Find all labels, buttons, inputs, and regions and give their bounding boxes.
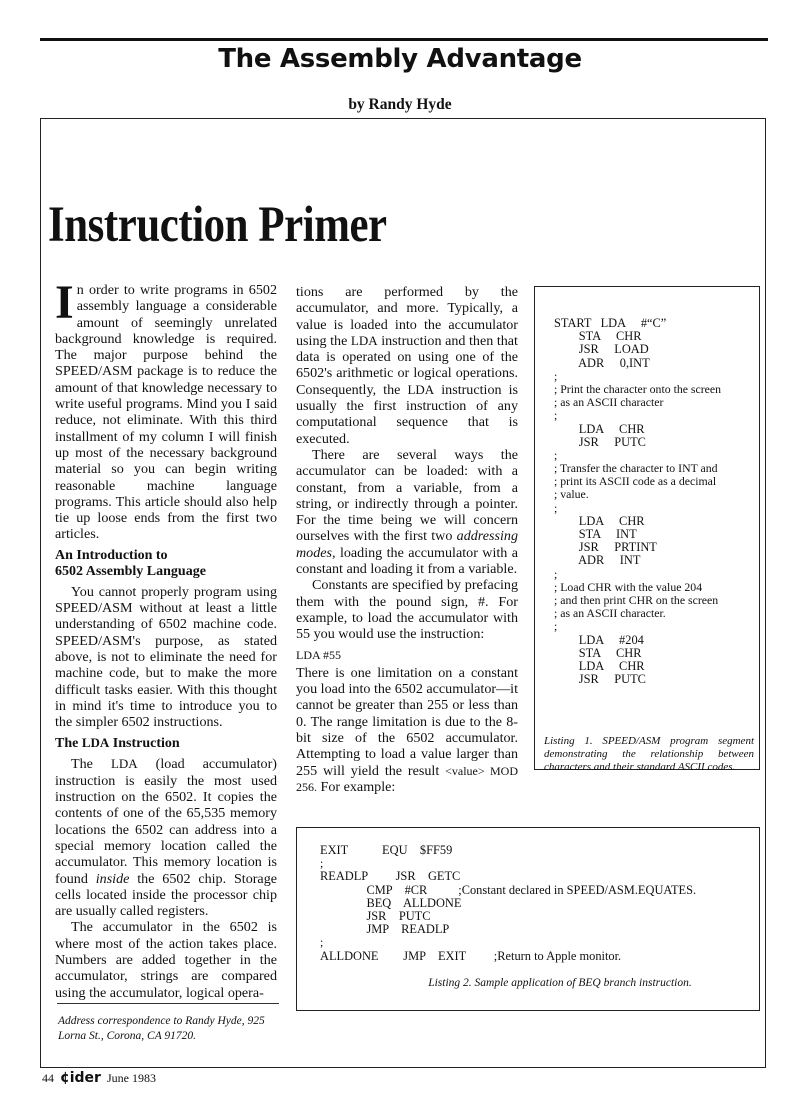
code-line: ; (554, 447, 558, 462)
code-line: JSR PUTC (554, 434, 646, 449)
paragraph (55, 276, 277, 543)
code-line: ; (320, 856, 324, 871)
code-line: ; and then print CHR on the screen (554, 592, 719, 607)
text-column-2 (296, 284, 518, 795)
heading-line: 6502 Assembly Language (55, 563, 206, 579)
paragraph (296, 665, 518, 795)
code-line: ; value. (554, 487, 589, 502)
author-address: Address correspondence to Randy Hyde, 925 Lorna St., Corona, CA 91720. (58, 1015, 265, 1042)
code-line: ADR 0,INT (554, 355, 650, 370)
listing-2-code (320, 844, 760, 963)
listing-1-caption: Listing 1. SPEED/ASM program segment demonstrating the relationship between characters and their standard ASCII codes. (544, 735, 754, 773)
section-heading (55, 735, 277, 752)
paragraph: Constants are specified by prefacing them with the pound sign, #. For example, to load the accumulator with 55 you would use the instruction: (296, 577, 518, 643)
paragraph: You cannot properly program using SPEED/ASM without at least a little understanding of 6502 machine code. SPEED/ASM's purpose, as stated above, is not to eliminate the need for machine code, but to make the more difficult tasks easier. With this thought in mind it's time to introduce you to the simpler 6502 instructions. (55, 583, 277, 731)
text-column-1 (55, 276, 277, 1001)
code-line: LDA CHR (554, 513, 645, 528)
code-line: LDA CHR (554, 421, 645, 436)
emphasis: inside (95, 870, 130, 887)
code-line: LDA #204 (554, 632, 644, 647)
code-term: LDA (407, 381, 435, 397)
code-line: ; (554, 619, 558, 634)
code-line: STA INT (554, 527, 637, 541)
paragraph-text: n order to write programs in 6502 assembly language a considerable amount of seemingly unrelated background knowledge is required. The major purpose behind the SPEED/ASM package is to reduce the amount of that knowledge necessary to write useful programs. Mind you I said reduce, not eliminate. With this third installment of my column I will finish up most of the necessary background material so you can begin writing reasonable machine language programs. This article should also help tie up loose ends from the first two articles. (55, 282, 277, 543)
page-footer (42, 1070, 156, 1086)
code-line: JMP READLP (320, 922, 450, 937)
text: loading the accumulator with a constant and loading it from a variable. (296, 544, 518, 578)
heading-text: The (55, 736, 79, 752)
inline-code: LDA #55 (296, 647, 341, 662)
code-line: ; as an ASCII character (554, 395, 664, 410)
heading-line: An Introduction to (55, 547, 168, 563)
text: instruction and then that data is operated on using one of the 6502's arithmetic or logical operations. Consequently, the (296, 332, 518, 398)
code-line: READLP JSR GETC (320, 869, 461, 884)
heading-code: LDA (81, 735, 110, 751)
text: There are several ways the accumulator can be loaded: with a constant, from a variable, from a string, or indirectly through a pointer. For the time being we will concern ourselves with the first two (296, 446, 518, 545)
code-line: ; (554, 368, 558, 383)
text: The (71, 756, 93, 773)
code-line: ; Load CHR with the value 204 (554, 579, 703, 594)
code-line: JSR PUTC (554, 672, 646, 687)
code-line: JSR PRTINT (554, 540, 657, 555)
paragraph (55, 756, 277, 919)
code-line: CMP #CR ;Constant declared in SPEED/ASM.EQUATES. (320, 882, 697, 897)
top-rule (40, 38, 768, 41)
code-line: BEQ ALLDONE (320, 895, 462, 910)
text: instruction is usually the first instruction of any computational sequence that is executed. (296, 381, 518, 447)
footnote-rule (57, 1003, 279, 1004)
code-line: STA CHR (554, 645, 642, 660)
text: For example: (320, 778, 396, 795)
code-line: ; Print the character onto the screen (554, 381, 722, 396)
code-line: ; (554, 500, 558, 515)
listing-1-code (554, 317, 754, 686)
code-line: ; Transfer the character to INT and (554, 461, 718, 476)
code-line: ADR INT (554, 553, 641, 568)
magazine-logo: ¢ider (60, 1070, 101, 1086)
paragraph: The accumulator in the 6502 is where most of the action takes place. Numbers are added together in the accumulator, strings are compared using the accumulator, logical opera- (55, 919, 277, 1001)
code-term: <value> MOD 256. (296, 763, 518, 794)
article-heading: Instruction Primer (48, 197, 387, 253)
emphasis: addressing modes, (296, 528, 518, 561)
code-line: STA CHR (554, 329, 642, 344)
section-heading (55, 548, 277, 580)
heading-text: Instruction (112, 736, 180, 752)
code-line: ; as an ASCII character. (554, 606, 666, 621)
byline: by Randy Hyde (348, 96, 452, 113)
paragraph (296, 284, 518, 447)
code-line: ALLDONE JMP EXIT ;Return to Apple monitor. (320, 948, 622, 963)
paragraph (296, 447, 518, 577)
drop-cap: I (55, 276, 74, 329)
column-title: The Assembly Advantage (218, 44, 582, 74)
listing-2-caption: Listing 2. Sample application of BEQ branch instruction. (428, 977, 692, 989)
text: tions are performed by the accumulator, and more. Typically, a value is loaded into the accumulator using the (296, 284, 518, 349)
code-line: ; print its ASCII code as a decimal (554, 474, 717, 489)
code-term: LDA (110, 756, 138, 772)
code-line: LDA CHR (554, 658, 645, 673)
code-line: JSR PUTC (320, 908, 431, 923)
issue-date: June 1983 (106, 1071, 156, 1085)
code-line: ; (554, 566, 558, 581)
code-line: START LDA #“C” (554, 316, 667, 330)
code-line: ; (320, 935, 324, 950)
page-number: 44 (42, 1071, 54, 1085)
text: the 6502 chip. Storage cells located inside the processor chip are usually called registers. (55, 870, 277, 920)
code-line: JSR LOAD (554, 342, 649, 357)
code-line: ; (554, 408, 558, 423)
text: (load accumulator) instruction is easily the most used instruction on the 6502. It copies the contents of one of the 65,535 memory locations the 6502 can address into a special memory location called the accumulator. This memory location is found (55, 756, 277, 887)
code-term: LDA (350, 332, 378, 348)
code-line: EXIT EQU $FF59 (320, 843, 453, 857)
text: There is one limitation on a constant you load into the 6502 accumulator—it cannot be greater than 255 or less than 0. The range limitation is due to the 8-bit size of the 6502 accumulator. Attempting to load a value larger than 255 will yield the result (296, 664, 518, 779)
